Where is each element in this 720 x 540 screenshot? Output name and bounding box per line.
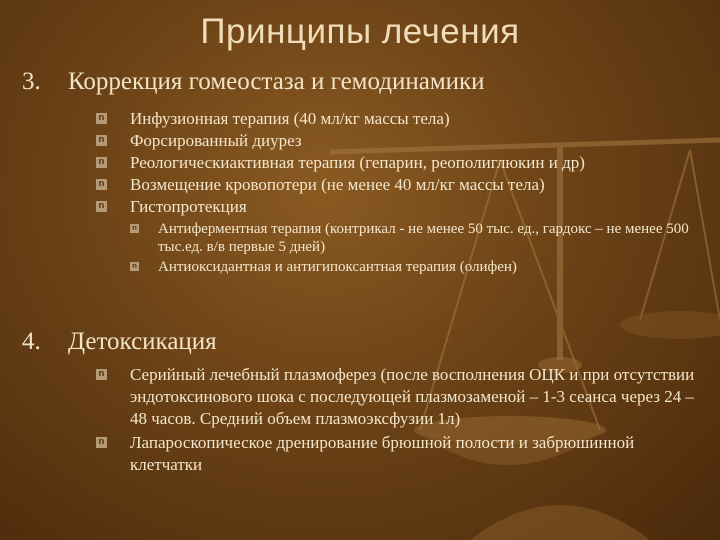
list-item-text: Возмещение кровопотери (не менее 40 мл/кг массы тела) bbox=[130, 175, 545, 194]
bullet-icon: n bbox=[130, 262, 139, 271]
section-4-list bbox=[96, 364, 706, 476]
list-item-text: Серийный лечебный плазмоферез (после восполнения ОЦК и при отсутствии эндотоксинового шока с последующей плазмозаменой – 1-3 сеанса через 24 – 48 часов. Средний объем плазмоэксфузии 1л) bbox=[130, 365, 695, 428]
list-item-text: Гистопротекция bbox=[130, 197, 247, 216]
section-3-heading bbox=[22, 68, 485, 96]
bullet-icon: n bbox=[130, 224, 139, 233]
section-3-number: 3. bbox=[22, 68, 41, 95]
list-item bbox=[96, 174, 706, 196]
list-item bbox=[96, 196, 706, 218]
list-item bbox=[96, 108, 706, 130]
bullet-icon: n bbox=[96, 369, 107, 380]
bullet-icon: n bbox=[96, 113, 107, 124]
sub-list-item bbox=[130, 258, 706, 276]
list-item-text: Реологическиактивная терапия (гепарин, реополиглюкин и др) bbox=[130, 153, 585, 172]
list-item-text: Лапароскопическое дренирование брюшной полости и забрюшинной клетчатки bbox=[130, 433, 635, 474]
list-item-text: Инфузионная терапия (40 мл/кг массы тела) bbox=[130, 109, 450, 128]
list-item bbox=[96, 364, 706, 430]
section-3-list bbox=[96, 108, 706, 276]
bullet-icon: n bbox=[96, 437, 107, 448]
list-item-text: Форсированный диурез bbox=[130, 131, 302, 150]
bullet-icon: n bbox=[96, 135, 107, 146]
bullet-icon: n bbox=[96, 179, 107, 190]
sub-list bbox=[96, 220, 706, 276]
section-3-title: Коррекция гомеостаза и гемодинамики bbox=[68, 68, 485, 95]
list-item bbox=[96, 130, 706, 152]
section-4-number: 4. bbox=[22, 328, 41, 355]
sub-list-item-text: Антиоксидантная и антигипоксантная терапия (олифен) bbox=[158, 259, 517, 275]
sub-list-item-text: Антиферментная терапия (контрикал - не менее 50 тыс. ед., гардокс – не менее 500 тыс.ед. в/в первые 5 дней) bbox=[158, 221, 689, 255]
bullet-icon: n bbox=[96, 157, 107, 168]
section-4-heading bbox=[22, 328, 217, 356]
bullet-icon: n bbox=[96, 201, 107, 212]
sub-list-item bbox=[130, 220, 706, 256]
list-item bbox=[96, 432, 706, 476]
slide-title: Принципы лечения bbox=[200, 12, 520, 51]
list-item bbox=[96, 152, 706, 174]
section-4-title: Детоксикация bbox=[68, 328, 217, 355]
